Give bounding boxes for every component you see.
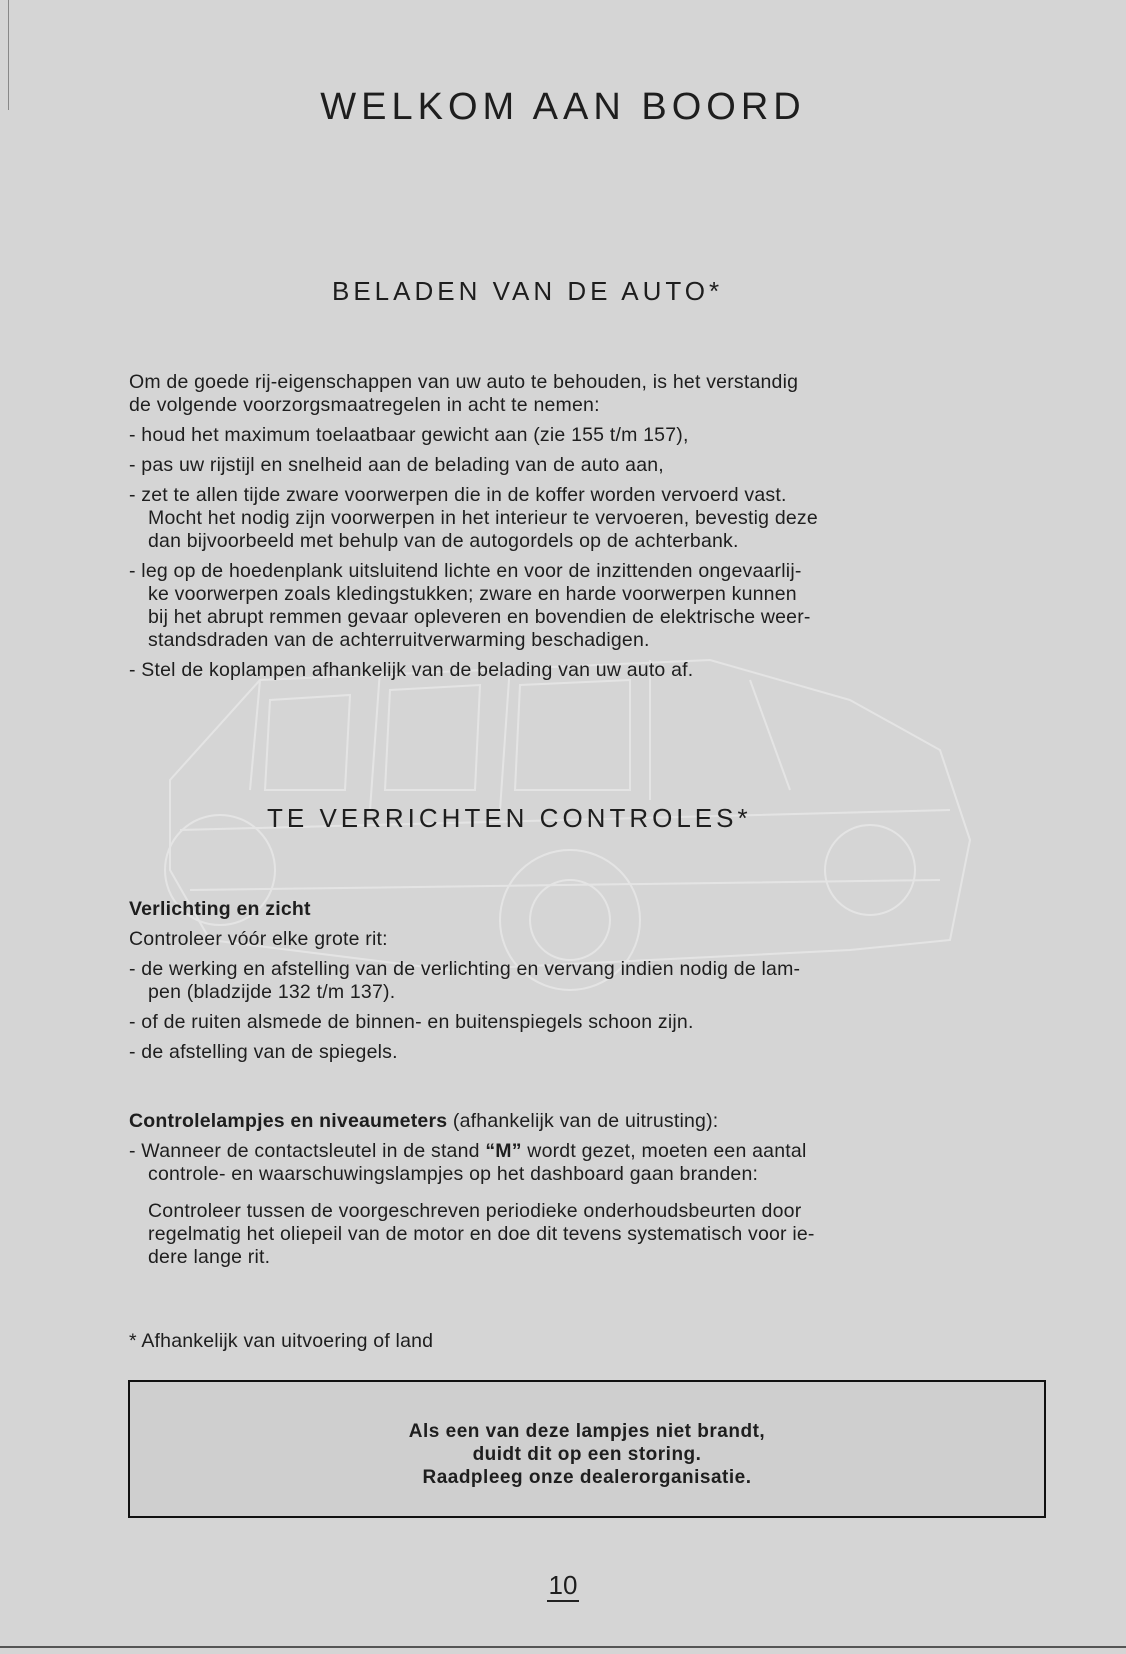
subheading-indicators [129,1110,718,1133]
list-item [129,1140,806,1163]
list-item-cont: Mocht het nodig zijn voorwerpen in het interieur te vervoeren, bevestig deze [148,507,818,529]
intro-line: Controleer vóór elke grote rit: [129,928,388,950]
paragraph-line: regelmatig het oliepeil van de motor en doe dit tevens systematisch voor ie- [148,1223,815,1245]
list-item-cont: standsdraden van de achterruitverwarming beschadigen. [148,629,650,651]
notice-box [128,1380,1046,1518]
notice-line: Raadpleeg onze dealerorganisatie. [422,1467,752,1488]
list-item-cont: bij het abrupt remmen gevaar opleveren en bovendien de elektrische weer- [148,606,811,628]
list-item: - de werking en afstelling van de verlichting en vervang indien nodig de lam- [129,958,801,980]
page-number [0,1570,1126,1601]
subheading-text: Controlelampjes en niveaumeters [129,1110,448,1132]
item-text: wordt gezet, moeten een aantal [521,1140,807,1162]
list-item-cont: controle- en waarschuwingslampjes op het dashboard gaan branden: [148,1163,759,1185]
list-item: - zet te allen tijde zware voorwerpen die in de koffer worden vervoerd vast. [129,484,787,506]
list-item-cont: ke voorwerpen zoals kledingstukken; zware en harde voorwerpen kunnen [148,583,797,605]
page-title: WELKOM AAN BOORD [320,86,806,128]
intro-line: de volgende voorzorgsmaatregelen in acht te nemen: [129,394,600,416]
list-item-cont: dan bijvoorbeeld met behulp van de autogordels op de achterbank. [148,530,739,552]
list-item: - Stel de koplampen afhankelijk van de belading van uw auto af. [129,659,694,681]
subheading-suffix: (afhankelijk van de uitrusting): [447,1110,719,1132]
subheading-text: Verlichting en zicht [129,898,311,920]
paragraph-line: Controleer tussen de voorgeschreven periodieke onderhoudsbeurten door [148,1200,802,1222]
section-heading-loading: BELADEN VAN DE AUTO* [332,276,724,306]
section-heading-checks: TE VERRICHTEN CONTROLES* [267,803,752,833]
intro-line: Om de goede rij-eigenschappen van uw auto te behouden, is het verstandig [129,371,799,393]
paragraph-line: dere lange rit. [148,1246,271,1268]
subheading-lighting [129,898,311,921]
list-item: - houd het maximum toelaatbaar gewicht aan (zie 155 t/m 157), [129,424,689,446]
item-text: - Wanneer de contactsleutel in de stand [129,1140,486,1162]
list-item: - leg op de hoedenplank uitsluitend lichte en voor de inzittenden ongevaarlij- [129,560,802,582]
item-bold: “M” [485,1140,522,1162]
list-item: - de afstelling van de spiegels. [129,1041,398,1063]
notice-line: Als een van deze lampjes niet brandt, [408,1421,766,1442]
list-item-cont: pen (bladzijde 132 t/m 137). [148,981,396,1003]
notice-line: duidt dit op een storing. [472,1444,702,1465]
footnote: * Afhankelijk van uitvoering of land [129,1330,434,1352]
page-edge-bottom [0,1646,1126,1648]
page-number-text: 10 [548,1570,578,1600]
list-item: - of de ruiten alsmede de binnen- en buitenspiegels schoon zijn. [129,1011,694,1033]
list-item: - pas uw rijstijl en snelheid aan de belading van de auto aan, [129,454,664,476]
